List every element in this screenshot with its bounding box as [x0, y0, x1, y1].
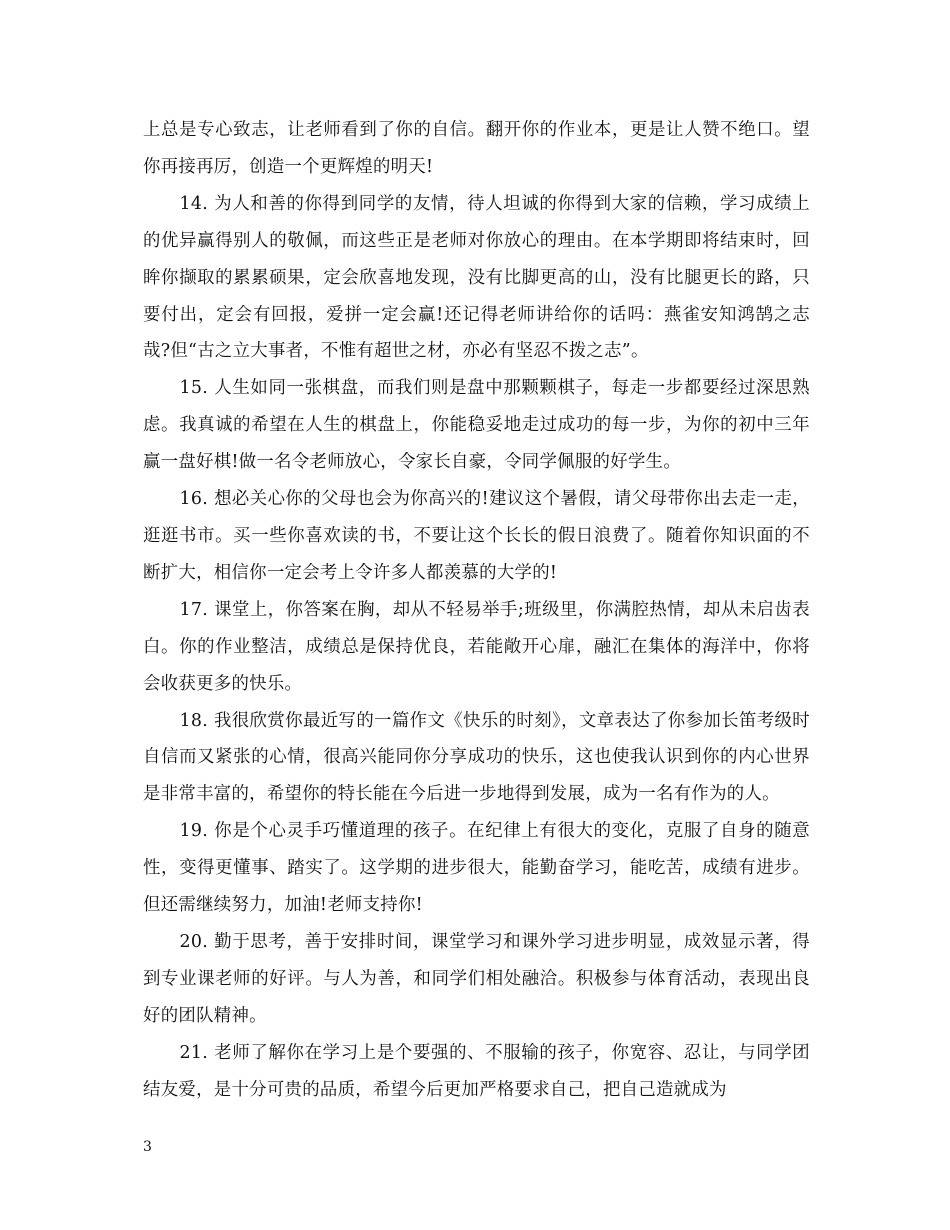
paragraph-item-19: 19. 你是个心灵手巧懂道理的孩子。在纪律上有很大的变化，克服了自身的随意性，变得更懂事、踏实了。这学期的进步很大，能勤奋学习，能吃苦，成绩有进步。但还需继续努力，加油!老师支持你! — [143, 821, 810, 916]
page-number: 3 — [143, 1139, 152, 1155]
paragraph-item-17: 17. 课堂上，你答案在胸，却从不轻易举手;班级里，你满腔热情，却从未启齿表白。你的作业整洁，成绩总是保持优良，若能敞开心扉，融汇在集体的海洋中，你将会收获更多的快乐。 — [143, 599, 810, 694]
paragraph-item-16: 16. 想必关心你的父母也会为你高兴的!建议这个暑假，请父母带你出去走一走，逛逛书市。买一些你喜欢读的书，不要让这个长长的假日浪费了。随着你知识面的不断扩大，相信你一定会考上令许多人都羡慕的大学的! — [143, 489, 810, 583]
paragraph-item-14: 14. 为人和善的你得到同学的友情，待人坦诚的你得到大家的信赖，学习成绩上的优异赢得别人的敬佩，而这些正是老师对你放心的理由。在本学期即将结束时，回眸你撷取的累累硕果，定会欣喜地发现，没有比脚更高的山，没有比腿更长的路，只要付出，定会有回报，爱拼一定会赢!还记得老师讲给你的话吗：燕雀安知鸿鹄之志哉?但“古之立大事者，不惟有超世之材，亦必有坚忍不拨之志”。 — [143, 193, 810, 362]
paragraph-continued: 上总是专心致志，让老师看到了你的自信。翻开你的作业本，更是让人赞不绝口。望你再接再厉，创造一个更辉煌的明天! — [143, 120, 810, 177]
paragraph-item-20: 20. 勤于思考，善于安排时间，课堂学习和课外学习进步明显，成效显示著，得到专业课老师的好评。与人为善，和同学们相处融洽。积极参与体育活动，表现出良好的团队精神。 — [143, 931, 810, 1026]
paragraph-item-15: 15. 人生如同一张棋盘，而我们则是盘中那颗颗棋子，每走一步都要经过深思熟虑。我真诚的希望在人生的棋盘上，你能稳妥地走过成功的每一步，为你的初中三年赢一盘好棋!做一名令老师放心，令家长自豪，令同学佩服的好学生。 — [143, 378, 810, 473]
paragraph-item-18: 18. 我很欣赏你最近写的一篇作文《快乐的时刻》，文章表达了你参加长笛考级时自信而又紧张的心情，很高兴能同你分享成功的快乐，这也使我认识到你的内心世界是非常丰富的，希望你的特长能在今后进一步地得到发展，成为一名有作为的人。 — [143, 710, 810, 805]
paragraph-item-21: 21. 老师了解你在学习上是个要强的、不服输的孩子，你宽容、忍让，与同学团结友爱，是十分可贵的品质，希望今后更加严格要求自己，把自己造就成为 — [143, 1042, 810, 1100]
document-body — [143, 112, 810, 1108]
